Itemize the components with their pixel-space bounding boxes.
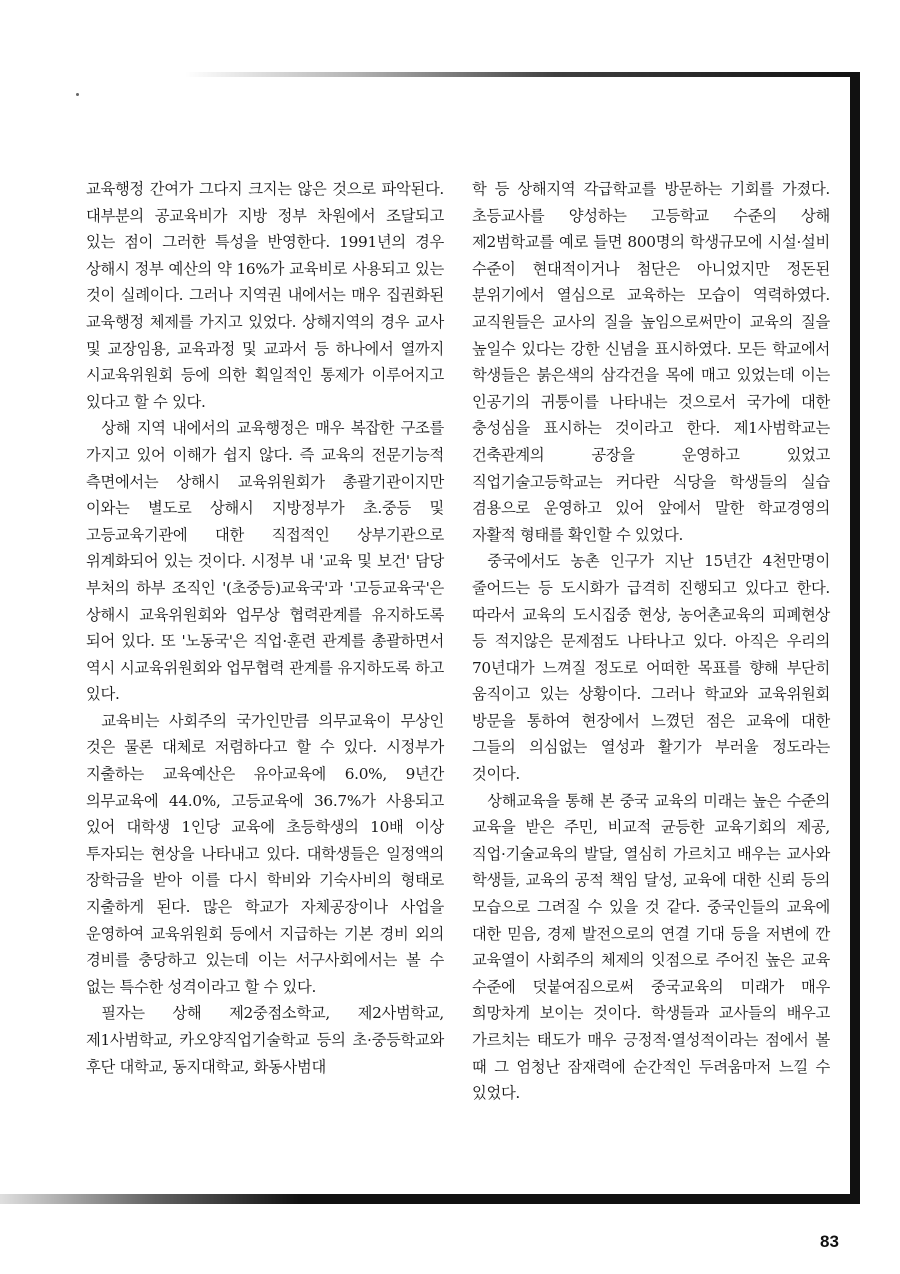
left-paragraph-3: 교육비는 사회주의 국가인만큼 의무교육이 무상인 것은 물론 대체로 저렴하다고 할 수 있다. 시정부가 지출하는 교육예산은 유아교육에 6.0%, 9년간 의무교육에 44.0%, 고등교육에 36.7%가 사용되고 있어 대학생 1인당 교육에 초등학생의 10배 이상 투자되는 현상을 나타내고 있다. 대학생들은 일정액의 장학금을 받아 이를 다시 학비와 기숙사비의 형태로 지출하게 된다. 많은 학교가 자체공장이나 사업을 운영하여 교육위원회 등에서 지급하는 기본 경비 외의 경비를 충당하고 있는데 이는 서구사회에서는 볼 수 없는 특수한 성격이라고 할 수 있다. bbox=[86, 711, 444, 996]
right-paragraph-1: 학 등 상해지역 각급학교를 방문하는 기회를 가졌다. 초등교사를 양성하는 고등학교 수준의 상해 제2범학교를 예로 들면 800명의 학생규모에 시설·설비 수준이 현대적이거나 첨단은 아니었지만 정돈된 분위기에서 열심으로 교육하는 모습이 역력하였다. 교직원들은 교사의 질을 높임으로써만이 교육의 질을 높일수 있다는 강한 신념을 표시하였다. 모든 학교에서 학생들은 붉은색의 삼각건을 목에 매고 있었는데 이는 인공기의 귀퉁이를 나타내는 것으로서 국가에 대한 충성심을 표시하는 것이라고 한다. 제1사범학교는 건축관계의 공장을 운영하고 있었고 직업기술고등학교는 커다란 식당을 학생들의 실습 겸용으로 운영하고 있어 앞에서 말한 학교경영의 자활적 형태를 확인할 수 있었다. bbox=[472, 180, 830, 544]
bottom-border-rule bbox=[0, 1194, 860, 1204]
left-paragraph-4: 필자는 상해 제2중점소학교, 제2사범학교, 제1사범학교, 카오양직업기술학교 등의 초·중등학교와 후단 대학교, 동지대학교, 화동사범대 bbox=[86, 1004, 444, 1076]
right-paragraph-2: 중국에서도 농촌 인구가 지난 15년간 4천만명이 줄어드는 등 도시화가 급격히 진행되고 있다고 한다. 따라서 교육의 도시집중 현상, 농어촌교육의 피폐현상 등 적지않은 문제점도 나타나고 있다. 아직은 우리의 70년대가 느껴질 정도로 어떠한 목표를 향해 부단히 움직이고 있는 상황이다. 그러나 학교와 교육위원회 방문을 통하여 현장에서 느꼈던 점은 교육에 대한 그들의 의심없는 열성과 활기가 부러울 정도라는 것이다. bbox=[472, 552, 830, 784]
left-column bbox=[86, 176, 444, 1080]
top-border-rule bbox=[185, 72, 860, 77]
right-column bbox=[472, 176, 830, 1107]
left-paragraph-2: 상해 지역 내에서의 교육행정은 매우 복잡한 구조를 가지고 있어 이해가 쉽지 않다. 즉 교육의 전문기능적 측면에서는 상해시 교육위원회가 총괄기관이지만 이와는 별도로 상해시 지방정부가 초.중등 및 고등교육기관에 대한 직접적인 상부기관으로 위계화되어 있는 것이다. 시정부 내 '교육 및 보건' 담당 부처의 하부 조직인 '(초중등)교육국'과 '고등교육국'은 상해시 교육위원회와 업무상 협력관계를 유지하도록 되어 있다. 또 '노동국'은 직업·훈련 관계를 총괄하면서 역시 시교육위원회와 업무협력 관계를 유지하도록 하고 있다. bbox=[86, 419, 444, 704]
left-paragraph-1: 교육행정 간여가 그다지 크지는 않은 것으로 파악된다. 대부분의 공교육비가 지방 정부 차원에서 조달되고 있는 점이 그러한 특성을 반영한다. 1991년의 경우 상해시 정부 예산의 약 16%가 교육비로 사용되고 있는 것이 실례이다. 그러나 지역권 내에서는 매우 집권화된 교육행정 체제를 가지고 있었다. 상해지역의 경우 교사 및 교장임용, 교육과정 및 교과서 등 하나에서 열까지 시교육위원회 등에 의한 획일적인 통제가 이루어지고 있다고 할 수 있다. bbox=[86, 180, 444, 411]
right-paragraph-3: 상해교육을 통해 본 중국 교육의 미래는 높은 수준의 교육을 받은 주민, 비교적 균등한 교육기회의 제공, 직업·기술교육의 발달, 열심히 가르치고 배우는 교사와 학생들, 교육의 공적 책임 달성, 교육에 대한 신뢰 등의 모습으로 그려질 수 있을 것 같다. 중국인들의 교육에 대한 믿음, 경제 발전으로의 연결 기대 등을 저변에 깐 교육열이 사회주의 체제의 잇점으로 주어진 높은 교육 수준에 덧붙여짐으로써 중국교육의 미래가 매우 희망차게 보이는 것이다. 학생들과 교사들의 배우고 가르치는 태도가 매우 긍정적·열성적이라는 점에서 볼 때 그 엄청난 잠재력에 순간적인 두려움마저 느낄 수 있었다. bbox=[472, 791, 830, 1103]
right-border-rule bbox=[850, 72, 860, 1204]
scan-speck bbox=[76, 93, 79, 96]
page-number: 83 bbox=[820, 1232, 839, 1251]
